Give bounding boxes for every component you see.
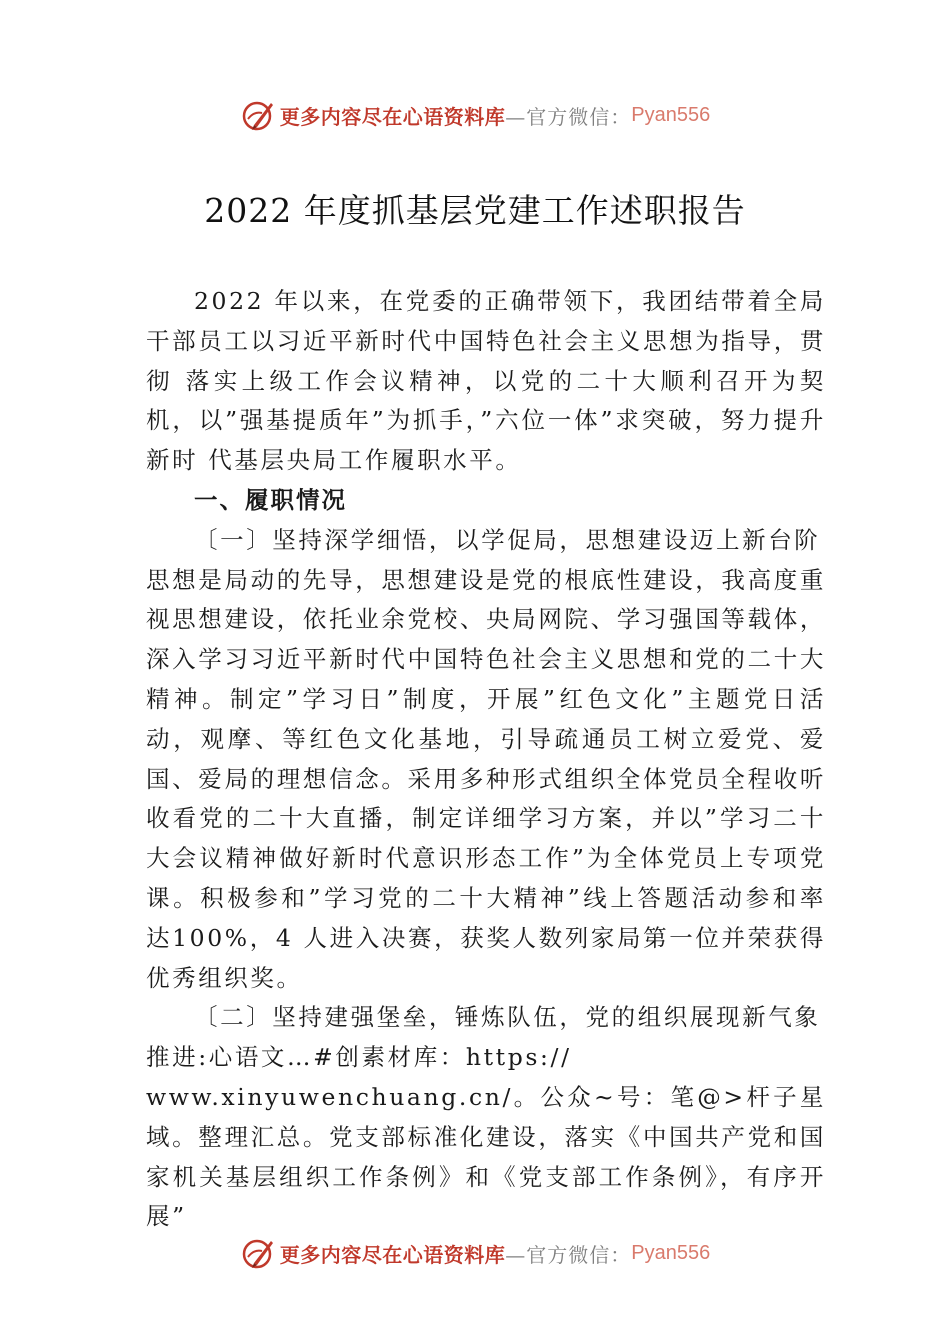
watermark-brand-text: 更多内容尽在心语资料库 [279, 1242, 506, 1267]
document-body [146, 282, 826, 1237]
watermark-wechat-id: Pyan556 [631, 103, 711, 126]
subsection-heading-2: 〔二〕坚持建强堡垒，锤炼队伍，党的组织展现新气象 [194, 1003, 821, 1032]
subsection-body-2: www.xinyuwenchuang.cn/。公众~号：笔@>杆子星域。整理汇总。党支部标准化建设，落实《中国共产党和国家机关基层组织工作条例》和《党支部工作条例》，有序开展” [146, 1082, 826, 1231]
watermark-brand-text: 更多内容尽在心语资料库 [279, 104, 506, 129]
document-title: 2022 年度抓基层党建工作述职报告 [204, 191, 746, 230]
subsection-heading-1: 〔一〕坚持深学细悟，以学促局，思想建设迈上新台阶 [194, 525, 821, 554]
footer-watermark [0, 1233, 950, 1273]
pen-logo-icon [240, 97, 276, 133]
header-watermark [0, 95, 950, 135]
watermark-wechat-id: Pyan556 [631, 1241, 711, 1264]
promo-line: 推进:心语文…#创素材库：https:// [146, 1043, 572, 1072]
watermark-wechat-label: —官方微信： [505, 104, 632, 129]
watermark-wechat-label: —官方微信： [505, 1242, 632, 1267]
pen-logo-icon [240, 1235, 276, 1271]
section-heading: 一、履职情况 [194, 485, 347, 514]
intro-paragraph: 2022 年以来，在党委的正确带领下，我团结带着全局干部员工以习近平新时代中国特色社会主义思想为指导，贯彻 落实上级工作会议精神，以党的二十大顺利召开为契机，以”强基提质年”为抓手，”六位一体”求突破，努力提升新时 代基层央局工作履职水平。 [146, 287, 826, 475]
subsection-body-1: 思想是局动的先导，思想建设是党的根底性建设，我高度重视思想建设，依托业余党校、央局网院、学习强国等载体， 深入学习习近平新时代中国特色社会主义思想和党的二十大精神。制定”学习日”制度，开展”红色文化”主题党日活动，观摩、等红色文化基地，引导疏通员工树立爱党、爱国、爱局的理想信念。采用多种形式组织全体党员全程收听收看党的二十大直播，制定详细学习方案，并以”学习二十大会议精神做好新时代意识形态工作”为全体党员上专项党课。积极参和”学习党的二十大精神”线上答题活动参和率达100%，4 人进入决赛，获奖人数列家局第一位并荣获得优秀组织奖。 [146, 565, 826, 992]
